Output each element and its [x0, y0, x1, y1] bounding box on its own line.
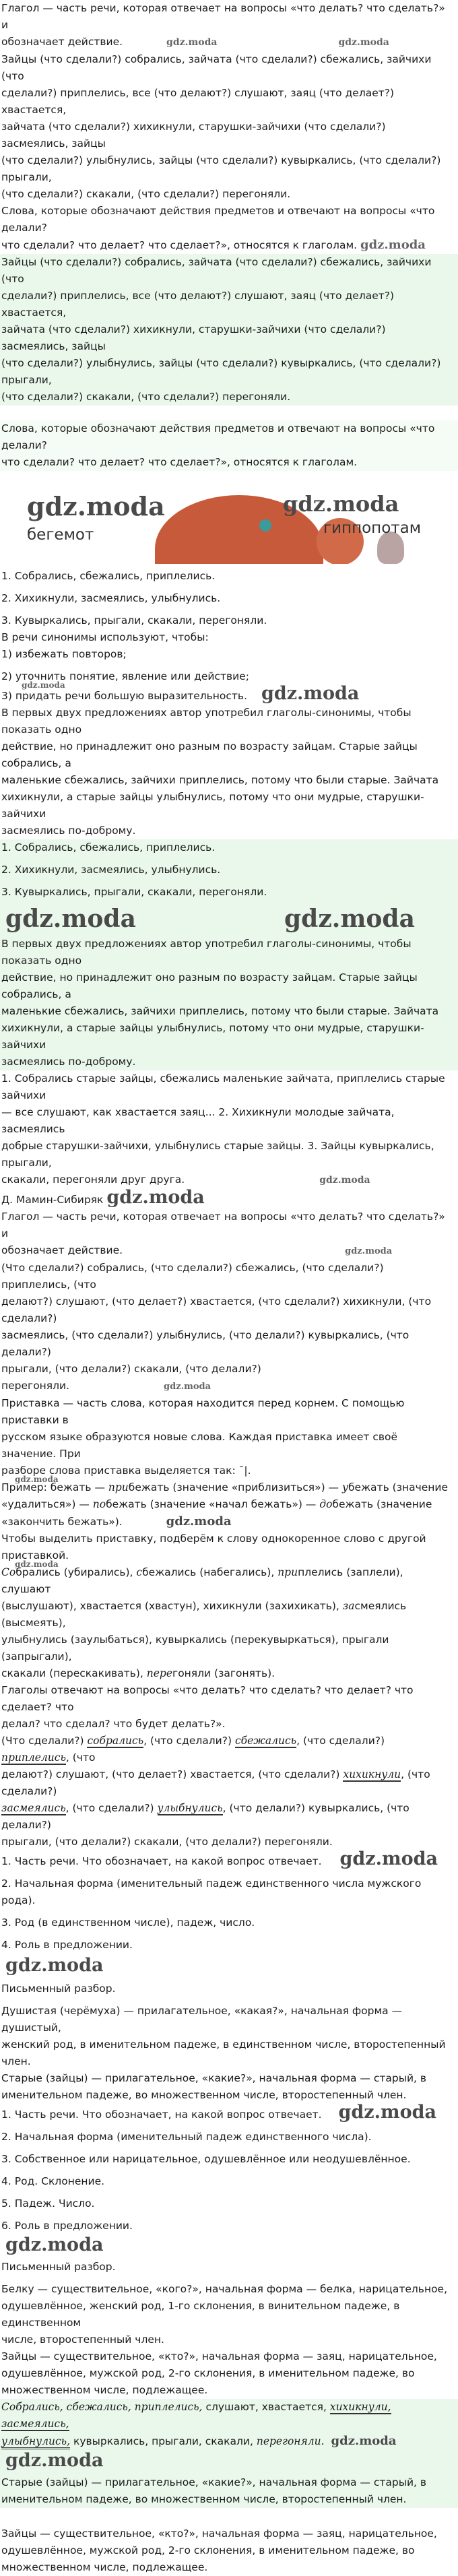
text-line: Слова, которые обозначают действия предметов и отвечают на вопросы «что делали?: [1, 422, 435, 451]
text-line: 1. Собрались, сбежались, приплелись.: [1, 841, 216, 854]
text-line: действие, но принадлежит оно разным по возрасту зайцам. Старые зайцы собрались, а: [1, 971, 418, 1000]
text-line: Собрались, сбежались, приплелись, слушают, хвастается, хихикнули, засмеялись,: [1, 2401, 391, 2430]
text-line: В первых двух предложениях автор употребил глаголы-синонимы, чтобы показать одно: [1, 707, 412, 736]
text-line: Зайцы (что сделали?) собрались, зайчата (что сделали?) сбежались, зайчихи (что: [1, 53, 432, 82]
text-line: скакали (перескакивать), перегоняли (загонять).: [1, 1667, 275, 1679]
text-line: скакали, перегоняли друг друга. gdz.moda: [1, 1173, 370, 1186]
text-line: 4. Роль в предложении.: [1, 1939, 133, 1951]
text-line: Глаголы отвечают на вопросы «что делать? что сделать? что делает? что сделает? что: [1, 1684, 414, 1713]
watermark: gdz.moda: [345, 1246, 393, 1256]
text-line: маленькие сбежались, зайчихи приплелись, потому что были старые. Зайчата: [1, 774, 439, 786]
text-line: числе, второстепенный член.: [1, 2333, 164, 2346]
text-line: — все слушают, как хвастается заяц... 2. Хихикнули молодые зайчата, засмеялись: [1, 1106, 395, 1135]
text-line: множественном числе, подлежащее.: [1, 2561, 208, 2573]
section-3: [0, 420, 458, 471]
text-line: Зайцы (что сделали?) собрались, зайчата (что сделали?) сбежались, зайчихи (что: [1, 256, 432, 285]
watermark: gdz.moda: [5, 1955, 104, 1976]
text-line: 3. Кувыркались, прыгали, скакали, перегоняли.: [1, 886, 267, 898]
text-line: 4. Род. Склонение.: [1, 2175, 105, 2187]
section-1: [0, 0, 458, 254]
text-line: что сделали? что делает? что сделает?», относятся к глаголам.: [1, 456, 358, 468]
text-line: хихикнули, а старые зайцы улыбнулись, потому что они мудрые, старушки-зайчихи: [1, 1022, 424, 1051]
text-line: 3. Собственное или нарицательное, одушевлённое или неодушевлённое.: [1, 2153, 411, 2165]
text-line: улыбнулись (заулыбаться), кувыркались (перекувыркаться), прыгали (запрыгали),: [1, 1634, 389, 1663]
watermark: gdz.moda: [27, 491, 165, 521]
watermark: gdz.moda: [338, 2102, 436, 2123]
text-line: Зайцы — существительное, «кто?», начальная форма — заяц, нарицательное,: [1, 2527, 437, 2540]
text-line: хихикнули, а старые зайцы улыбнулись, потому что они мудрые, старушки-зайчихи: [1, 791, 424, 820]
watermark: gdz.moda: [339, 1848, 438, 1869]
text-line: сделали?) приплелись, все (что делают?) слушают, заяц (что делает?) хвастается,: [1, 290, 395, 319]
text-line: (что сделали?) улыбнулись, зайцы (что сделали?) кувыркались, (что сделали?) прыгали,: [1, 154, 441, 183]
text-line: 3. Кувыркались, прыгали, скакали, перегоняли.: [1, 614, 267, 626]
text-line: одушевлённое, мужской род, 2-го склонения, в именительном падеже, во: [1, 2367, 415, 2379]
text-line: 5. Падеж. Число.: [1, 2197, 95, 2210]
text-line: В речи синонимы используют, чтобы:: [1, 631, 209, 643]
text-line: (Что сделали?) собрались, (что сделали?) сбежались, (что сделали?) приплелись, (что: [1, 1735, 385, 1764]
text-line: 2) уточнить понятие, явление или действие;: [1, 670, 249, 682]
watermark: gdz.moda: [5, 2450, 104, 2471]
section-4: [0, 568, 458, 839]
text-line: 1) избежать повторов;: [1, 648, 127, 660]
text-line: улыбнулись, кувыркались, прыгали, скакали, перегоняли. gdz.moda: [1, 2434, 397, 2448]
watermark: gdz.moda: [360, 238, 426, 252]
text-line: gdz.moda 3) придать речи большую выразительность. gdz.moda: [1, 685, 454, 705]
text-line: именительном падеже, во множественном числе, второстепенный член.: [1, 2089, 407, 2101]
text-line: Глагол — часть речи, которая отвечает на вопросы «что делать? что сделать?» и: [1, 2, 445, 31]
text-line: 6. Роль в предложении.: [1, 2220, 133, 2232]
watermark: gdz.moda: [164, 1382, 211, 1392]
section-6: [0, 1070, 458, 2399]
text-line: gdz.moda Собрались (убирались), сбежались (набегались), приплелись (заплели), слушают: [1, 1564, 454, 1598]
watermark: gdz.moda: [5, 2234, 104, 2255]
text-line: прыгали, (что делали?) скакали, (что делали?) перегоняли. gdz.moda: [1, 1363, 261, 1392]
text-line: Письменный разбор.: [1, 1983, 116, 1995]
text-line: (выслушают), хвастается (хвастун), хихикнули (захихикать), засмеялись (высмеять),: [1, 1600, 407, 1629]
section-8: [0, 2525, 458, 2576]
text-line: обозначает действие. gdz.moda: [1, 1244, 393, 1256]
text-line: Слова, которые обозначают действия предметов и отвечают на вопросы «что делали?: [1, 205, 435, 234]
section-7-highlight: [0, 2399, 458, 2508]
text-line: делал? что сделал? что будет делать?».: [1, 1718, 226, 1730]
watermark: gdz.moda: [166, 37, 218, 48]
text-line: именительном падеже, во множественном числе, второстепенный член.: [1, 2493, 407, 2505]
text-line: 1. Собрались, сбежались, приплелись.: [1, 570, 216, 582]
text-line: одушевлённое, мужской род, 2-го склонения, в именительном падеже, во: [1, 2544, 415, 2556]
text-line: обозначает действие. gdz.moda gdz.moda: [1, 36, 389, 48]
watermark: gdz.moda: [261, 683, 360, 704]
text-line: Чтобы выделить приставку, подберём к слову однокоренное слово с другой приставкой.: [1, 1533, 426, 1561]
text-line: (что сделали?) скакали, (что сделали?) перегоняли.: [1, 188, 291, 200]
text-line: женский род, в именительном падеже, в единственном числе, второстепенный член.: [1, 2038, 446, 2067]
text-line: Д. Мамин-Сибиряк gdz.moda: [1, 1187, 205, 1208]
text-line: Душистая (черёмуха) — прилагательное, «какая?», начальная форма — душистый,: [1, 2005, 403, 2034]
watermark: gdz.moda: [15, 1475, 59, 1484]
watermark: gdz.moda: [15, 1559, 59, 1569]
text-line: множественном числе, подлежащее.: [1, 2384, 208, 2396]
text-line: (что сделали?) скакали, (что сделали?) перегоняли.: [1, 391, 291, 403]
text-line: gdz.moda Пример: бежать — прибежать (значение «приблизиться») — убежать (значение: [1, 1479, 454, 1496]
text-line: Белку — существительное, «кого?», начальная форма — белка, нарицательное,: [1, 2283, 448, 2295]
text-line: 1. Собрались старые зайцы, сбежались маленькие зайчата, приплелись старые зайчихи: [1, 1072, 445, 1101]
text-line: В первых двух предложениях автор употребил глаголы-синонимы, чтобы показать одно: [1, 938, 412, 967]
watermark: gdz.moda: [331, 2434, 397, 2448]
text-line: что сделали? что делает? что сделает?», относятся к глаголам. gdz.moda: [1, 238, 426, 252]
text-line: русском языке образуются новые слова. Каждая приставка имеет своё значение. При: [1, 1431, 398, 1460]
watermark: gdz.moda: [106, 1187, 205, 1208]
text-line: 2. Хихикнули, засмеялись, улыбнулись.: [1, 592, 221, 604]
text-line: 2. Начальная форма (именительный падеж единственного числа).: [1, 2131, 372, 2143]
text-line: добрые старушки-зайчихи, улыбнулись старые зайцы. 3. Зайцы кувыркались, прыгали,: [1, 1140, 434, 1169]
text-line: Старые (зайцы) — прилагательное, «какие?», начальная форма — старый, в: [1, 2072, 427, 2084]
watermark: gdz.moda: [5, 905, 136, 933]
section-2-highlight: [0, 254, 458, 406]
text-line: разборе слова приставка выделяется так: ¯|.: [1, 1464, 251, 1477]
text-line: (что сделали?) улыбнулись, зайцы (что сделали?) кувыркались, (что сделали?) прыгали,: [1, 357, 441, 386]
text-line: Зайцы — существительное, «кто?», начальная форма — заяц, нарицательное,: [1, 2350, 437, 2362]
text-line: «закончить бежать»). gdz.moda: [1, 1514, 232, 1528]
text-line: зайчата (что сделали?) хихикнули, старушки-зайчихи (что сделали?) засмеялись, зайцы: [1, 121, 386, 150]
text-line: делают?) слушают, (что делает?) хвастается, (что сделали?) хихикнули, (что сделали?): [1, 1295, 432, 1324]
watermark: gdz.moda: [22, 680, 65, 690]
text-line: засмеялись по-доброму.: [1, 1056, 136, 1068]
hair-tie-illustration: [259, 519, 271, 532]
text-line: Глагол — часть речи, которая отвечает на вопросы «что делать? что сделать?» и: [1, 1211, 445, 1239]
word-right: гиппопотам: [323, 519, 422, 537]
text-line: маленькие сбежались, зайчихи приплелись, потому что были старые. Зайчата: [1, 1005, 439, 1017]
watermark: gdz.moda: [166, 1514, 232, 1528]
section-5-highlight: [0, 839, 458, 1070]
text-line: Приставка — часть слова, которая находится перед корнем. С помощью приставки в: [1, 1397, 405, 1426]
text-line: действие, но принадлежит оно разным по возрасту зайцам. Старые зайцы собрались, а: [1, 740, 418, 769]
watermark: gdz.moda: [319, 1175, 370, 1186]
text-line: делают?) слушают, (что делает?) хвастается, (что сделали?) хихикнули, (что сделали?): [1, 1768, 430, 1797]
illustration-banner: [0, 478, 458, 564]
watermark: gdz.moda: [284, 905, 415, 933]
word-left: бегемот: [27, 526, 94, 544]
text-line: засмеялись по-доброму.: [1, 825, 136, 837]
text-line: 3. Род (в единственном числе), падеж, число.: [1, 1917, 255, 1929]
watermark: gdz.moda: [338, 37, 389, 48]
text-line: засмеялись, (что сделали?) улыбнулись, (что делали?) кувыркались, (что делали?): [1, 1802, 410, 1831]
text-line: засмеялись, (что сделали?) улыбнулись, (что делали?) кувыркались, (что делали?): [1, 1329, 410, 1358]
text-line: «удалиться») — побежать (значение «начал бежать») — добежать (значение: [1, 1498, 432, 1510]
text-line: прыгали, (что делали?) скакали, (что делали?) перегоняли.: [1, 1836, 333, 1848]
text-line: зайчата (что сделали?) хихикнули, старушки-зайчихи (что сделали?) засмеялись, зайцы: [1, 323, 386, 352]
text-line: сделали?) приплелись, все (что делают?) слушают, заяц (что делает?) хвастается,: [1, 87, 395, 116]
text-line: 1. Часть речи. Что обозначает, на какой вопрос отвечает. gdz.moda: [1, 2102, 436, 2123]
text-line: Письменный разбор.: [1, 2261, 116, 2273]
text-line: (Что сделали?) собрались, (что сделали?) сбежались, (что сделали?) приплелись, (что: [1, 1262, 384, 1291]
text-line: 1. Часть речи. Что обозначает, на какой вопрос отвечает. gdz.moda: [1, 1848, 438, 1869]
text-line: 2. Начальная форма (именительный падеж единственного числа мужского рода).: [1, 1877, 422, 1906]
text-line: одушевлённое, женский род, 1-го склонения, в винительном падеже, в единственном: [1, 2300, 400, 2329]
text-line: Старые (зайцы) — прилагательное, «какие?», начальная форма — старый, в: [1, 2476, 427, 2488]
watermark: gdz.moda: [283, 491, 399, 517]
text-line: 2. Хихикнули, засмеялись, улыбнулись.: [1, 864, 221, 876]
